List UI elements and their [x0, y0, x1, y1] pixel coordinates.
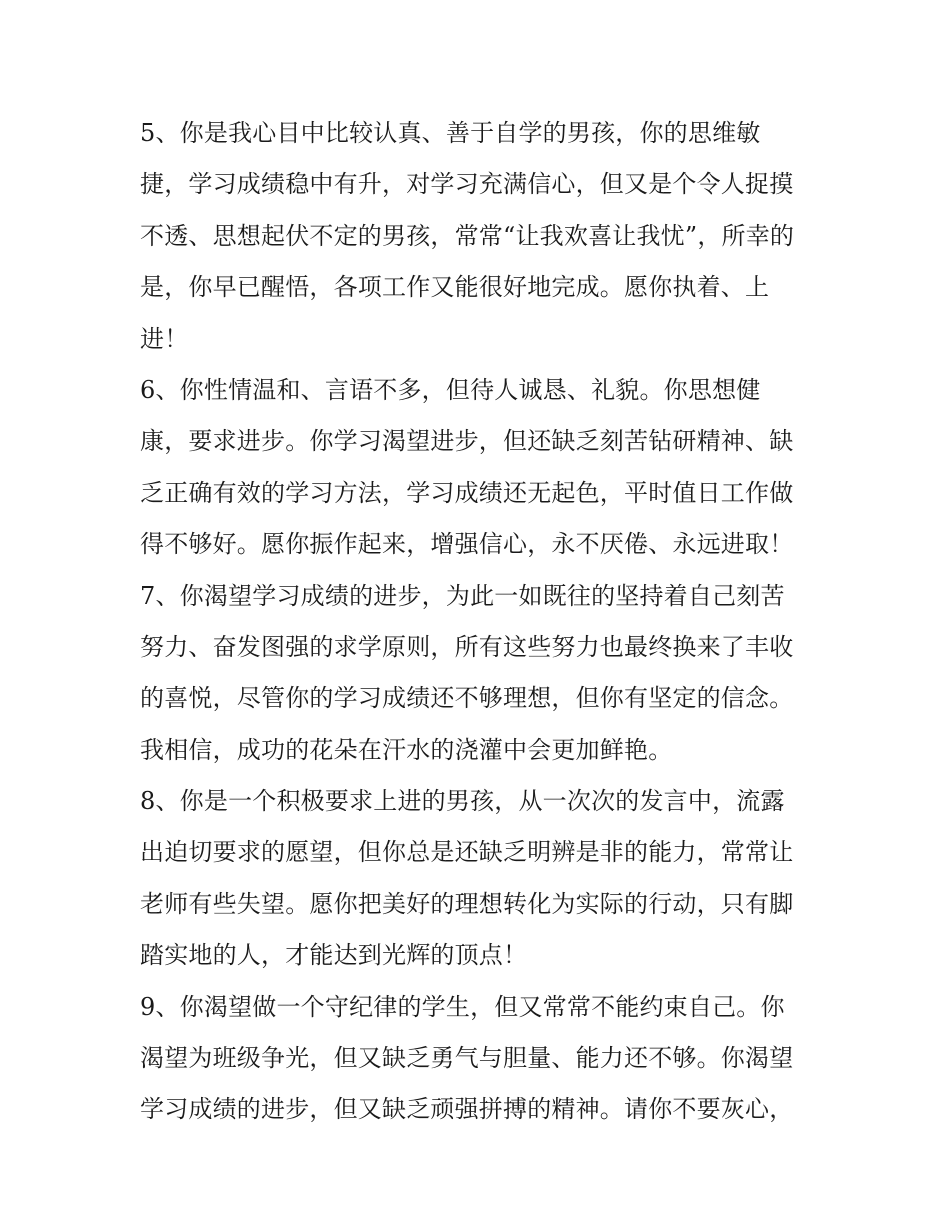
text-line: 进！ — [140, 324, 189, 353]
comment-paragraph-5 — [140, 108, 820, 365]
text-line: 捷，学习成绩稳中有升，对学习充满信心，但又是个令人捉摸 — [140, 170, 794, 199]
text-line: 渴望为班级争光，但又缺乏勇气与胆量、能力还不够。你渴望 — [140, 1044, 794, 1073]
text-line: 不透、思想起伏不定的男孩，常常“让我欢喜让我忧”，所幸的 — [140, 221, 795, 250]
text-line: 7、你渴望学习成绩的进步，为此一如既往的坚持着自己刻苦 — [140, 581, 785, 610]
text-line: 6、你性情温和、言语不多，但待人诚恳、礼貌。你思想健 — [140, 375, 761, 404]
comment-paragraph-6 — [140, 365, 820, 571]
text-line: 学习成绩的进步，但又缺乏顽强拼搏的精神。请你不要灰心， — [140, 1095, 794, 1124]
text-line: 出迫切要求的愿望，但你总是还缺乏明辨是非的能力，常常让 — [140, 838, 794, 867]
comment-paragraph-8 — [140, 776, 820, 982]
text-line: 老师有些失望。愿你把美好的理想转化为实际的行动，只有脚 — [140, 889, 794, 918]
text-line: 是，你早已醒悟，各项工作又能很好地完成。愿你执着、上 — [140, 273, 770, 302]
text-line: 8、你是一个积极要求上进的男孩，从一次次的发言中，流露 — [140, 787, 785, 816]
text-line: 乏正确有效的学习方法，学习成绩还无起色，平时值日工作做 — [140, 478, 794, 507]
text-line: 踏实地的人，才能达到光辉的顶点！ — [140, 941, 528, 970]
text-line: 的喜悦，尽管你的学习成绩还不够理想，但你有坚定的信念。 — [140, 684, 794, 713]
text-line: 9、你渴望做一个守纪律的学生，但又常常不能约束自己。你 — [140, 992, 785, 1021]
text-line: 康，要求进步。你学习渴望进步，但还缺乏刻苦钻研精神、缺 — [140, 427, 794, 456]
text-line: 努力、奋发图强的求学原则，所有这些努力也最终换来了丰收 — [140, 632, 794, 661]
comment-paragraph-9 — [140, 982, 820, 1136]
text-line: 得不够好。愿你振作起来，增强信心，永不厌倦、永远进取！ — [140, 530, 794, 559]
text-line: 我相信，成功的花朵在汗水的浇灌中会更加鲜艳。 — [140, 735, 673, 764]
text-line: 5、你是我心目中比较认真、善于自学的男孩，你的思维敏 — [140, 119, 761, 147]
comment-paragraph-7 — [140, 571, 820, 777]
document-body — [140, 108, 820, 1136]
